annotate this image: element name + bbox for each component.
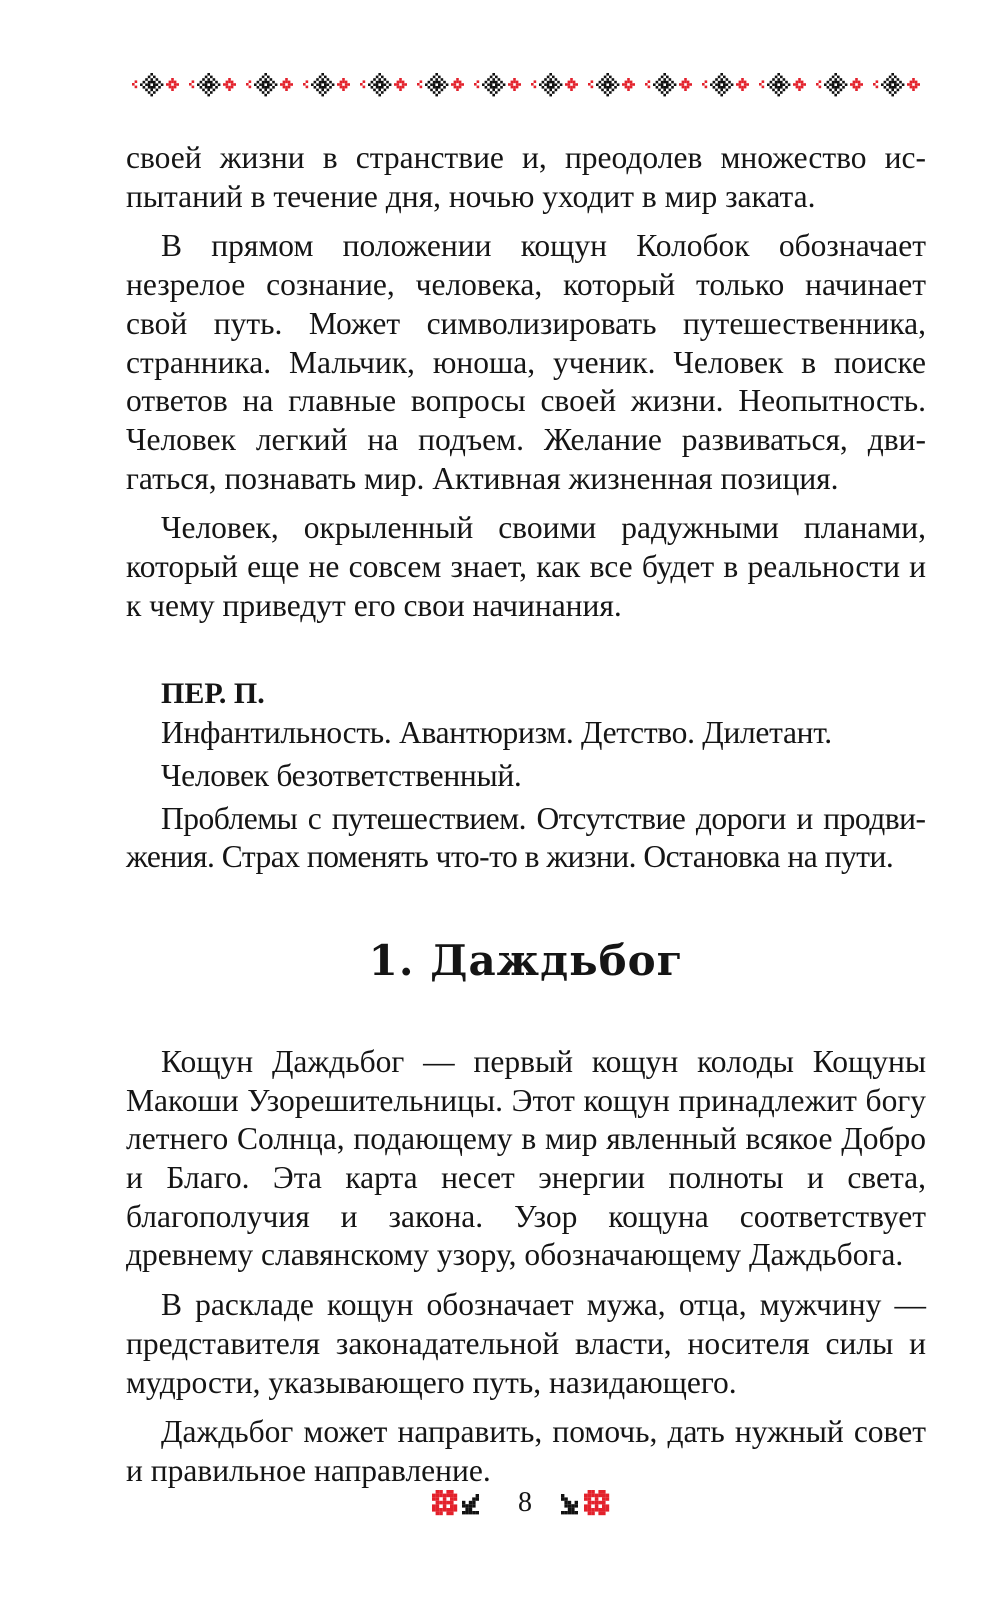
border-motif [246, 73, 293, 96]
paragraph-dazhdbog-intro: Кощун Даждьбог — первый кощун колоды Кощуны Макоши Узорешительницы. Этот кощун принадлежит богу летнего Солнца, подающему в мир явленный всякое Добро и Благо. Эта карта несет энергии полноты и света, благополучия и закона. Узор кощуна соответствует древнему славянскому узору, обозначающему Даждьбога. [126, 1043, 926, 1273]
footer-flower-left [432, 1490, 457, 1515]
section-title: 1. Даждьбог [368, 935, 684, 985]
page-number: 8 [518, 1487, 532, 1518]
border-motif [303, 73, 350, 96]
paragraph-dazhdbog-layout: В раскладе кощун обозначает мужа, отца, мужчину — представителя законадательной власти, носителя силы и мудрости, указывающего путь, назидающего. [126, 1287, 926, 1400]
border-motif [702, 73, 749, 96]
border-motif [417, 73, 464, 96]
border-motif [189, 73, 236, 96]
border-motif [759, 73, 806, 96]
border-motif [873, 73, 920, 96]
paragraph-upright-meaning: В прямом положении кощун Колобок обозначает незрелое сознание, человека, который только начинает свой путь. Может символизировать путешественника, странника. Мальчик, юноша, ученик. Человек в поиске ответов на главные вопросы своей жизни. Неопытность. Человек легкий на подъем. Желание развиваться, двигаться, познавать мир. Активная жизненная позиция. [126, 228, 926, 496]
footer-sprig-left [462, 1494, 479, 1514]
border-motif [645, 73, 692, 96]
reversed-heading: ПЕР. П. [161, 677, 265, 711]
footer-flower-right [584, 1490, 609, 1515]
border-motif [132, 73, 179, 96]
border-motif [816, 73, 863, 96]
border-motif [531, 73, 578, 96]
border-motif [588, 73, 635, 96]
footer-sprig-right [561, 1494, 578, 1514]
reversed-line-1: Инфантильность. Авантюризм. Детство. Дилетант. [161, 715, 832, 751]
reversed-line-2: Человек безответственный. [161, 757, 522, 793]
page-body [126, 139, 926, 1491]
reversed-line-3: Проблемы с путешествием. Отсутствие дороги и продвижения. Страх поменять что-то в жизни. Остановка на пути. [126, 800, 926, 875]
border-motif [360, 73, 407, 96]
paragraph-dreamer: Человек, окрыленный своими радужными планами, который еще не совсем знает, как все будет в реальности и к чему приведут его свои начинания. [126, 510, 926, 623]
paragraph-dazhdbog-advice: Даждьбог может направить, помочь, дать нужный совет и правильное направление. [126, 1414, 926, 1488]
paragraph-continuation: своей жизни в странствие и, преодолев множество испытаний в течение дня, ночью уходит в мир заката. [126, 140, 926, 214]
embroidery-border-ornament [126, 66, 926, 104]
border-motif [474, 73, 521, 96]
